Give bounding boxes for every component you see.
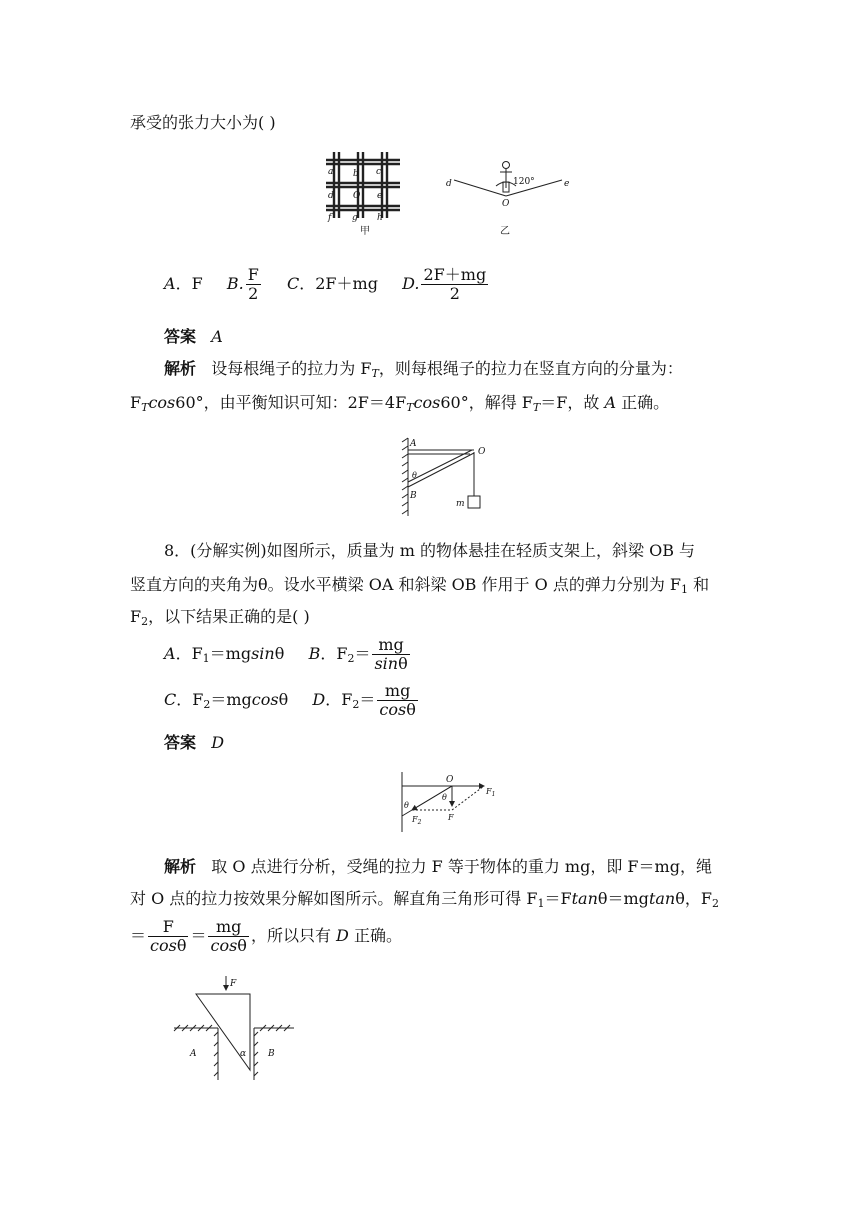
q7-answer-line <box>164 326 223 348</box>
figure-jia-caption: 甲 <box>360 226 370 237</box>
q7-stem-tail: 承受的张力大小为( ) <box>130 113 276 132</box>
q8-stem-line1: 8．(分解实例)如图所示，质量为 m 的物体悬挂在轻质支架上，斜梁 OB 与 <box>164 541 696 560</box>
grid-label-b: b <box>353 169 359 179</box>
rope-label-o: O <box>502 199 510 209</box>
figure-wedge <box>168 972 298 1084</box>
figure-jia-grid <box>322 152 412 238</box>
q8-option-b-fraction: $\frac{mg}{\sin\theta}$ <box>374 635 408 673</box>
decomp-label-theta1: θ <box>404 801 409 810</box>
decomp-label-theta2: θ <box>442 793 447 802</box>
rope-label-e: e <box>564 179 570 189</box>
decomp-label-f: F <box>448 813 454 822</box>
q8-answer-line <box>164 732 224 754</box>
q8-analysis-line3: ＝ $\frac{F}{\cos\theta}$ ＝ $\frac{mg}{\cos\theta}$ ，所以只有 D 正确。 <box>130 917 402 955</box>
bracket-label-b: B <box>410 491 417 501</box>
decomp-label-o: O <box>446 775 454 785</box>
q8-analysis-fraction1: $\frac{F}{\cos\theta}$ <box>150 917 187 955</box>
bracket-label-o: O <box>478 447 486 457</box>
q7-option-d-fraction: $\frac{2F+mg}{2}$ <box>423 265 487 303</box>
q8-analysis-label: 解析 <box>164 857 197 876</box>
q8-analysis-fraction2: $\frac{mg}{\cos\theta}$ <box>210 917 247 955</box>
grid-label-a: a <box>328 167 334 177</box>
q7-answer-label: 答案 <box>164 327 197 346</box>
q7-option-b-fraction: $\frac{F}{2}$ <box>247 265 259 303</box>
grid-label-e: e <box>377 191 383 201</box>
q7-option-a-letter: A <box>164 274 176 293</box>
grid-label-o: O <box>353 191 361 201</box>
q7-option-c-letter: C <box>287 274 300 293</box>
q8-answer-value: D <box>211 733 225 752</box>
decomp-label-f1: $F_1$ <box>486 787 496 798</box>
rope-label-d: d <box>446 179 452 189</box>
q7-analysis-line1: 解析 设每根绳子的拉力为 $F_T$，则每根绳子的拉力在竖直方向的分量为： <box>164 359 683 380</box>
q8-stem-line3: $F_2$，以下结果正确的是( ) <box>130 607 310 628</box>
q7-option-d-letter: D. <box>402 274 420 293</box>
wedge-label-a: A <box>190 1049 197 1059</box>
bracket-label-m: m <box>456 499 465 509</box>
q8-options-cd: C．$F_2=mgcos\theta$ D．$F_2=$ $\frac{mg}{\cos\theta}$ <box>164 681 416 719</box>
decomp-label-f2: $F_2$ <box>412 815 422 826</box>
q7-option-b-letter: B. <box>226 274 244 293</box>
grid-label-c: c <box>376 167 382 177</box>
q8-stem-line2: 竖直方向的夹角为θ。设水平横梁 OA 和斜梁 OB 作用于 O 点的弹力分别为 $F_1$ 和 <box>130 575 710 596</box>
grid-label-d: d <box>328 191 334 201</box>
q8-analysis-line2: 对 O 点的拉力按效果分解如图所示。解直角三角形可得 $F_1=Ftan\theta=mgtan\theta$，$F_2$ <box>130 889 719 910</box>
wedge-label-b: B <box>268 1049 275 1059</box>
q7-option-c-text: ．2F＋mg <box>299 274 378 293</box>
q7-analysis-label: 解析 <box>164 359 197 378</box>
q7-answer-value: A <box>211 327 223 346</box>
figure-bracket <box>398 436 498 518</box>
q7-analysis-line2: $F_T\cos 60^\circ$，由平衡知识可知：$2F=4F_T\cos 60^\circ$，解得 $F_T=F$，故 A 正确。 <box>130 393 670 414</box>
bracket-label-a: A <box>410 439 417 449</box>
bracket-label-theta: θ <box>412 471 417 480</box>
wedge-label-f: F <box>230 979 237 989</box>
q8-option-d-fraction: $\frac{mg}{\cos\theta}$ <box>379 681 416 719</box>
grid-label-h: h <box>377 213 383 223</box>
q8-answer-label: 答案 <box>164 733 197 752</box>
grid-label-g: g <box>352 213 358 223</box>
figure-yi-rope <box>440 156 580 238</box>
wedge-label-alpha: α <box>240 1049 247 1059</box>
q8-analysis-line1: 解析 取 O 点进行分析，受绳的拉力 F 等于物体的重力 mg，即 F＝mg，绳 <box>164 857 712 876</box>
q8-options-ab: A．$F_1=mgsin\theta$ B．$F_2=$ $\frac{mg}{\sin\theta}$ <box>164 635 408 673</box>
grid-label-f: f <box>328 213 332 223</box>
q7-option-a-text: ．F <box>175 274 203 293</box>
figure-yi-caption: 乙 <box>500 226 510 237</box>
q7-options <box>164 266 490 303</box>
figure-force-decomposition <box>396 770 512 834</box>
rope-label-angle: 120° <box>513 177 535 187</box>
